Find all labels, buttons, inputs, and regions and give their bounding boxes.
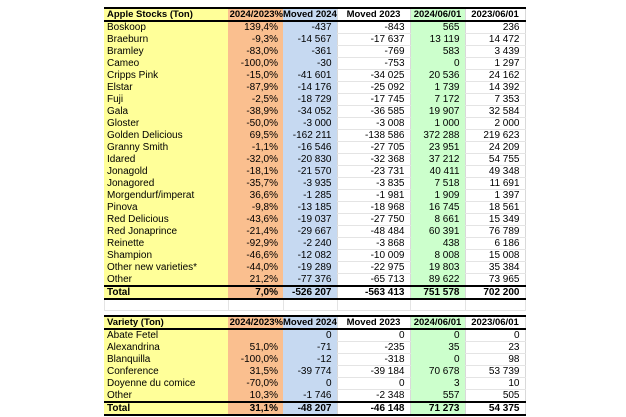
value-cell[interactable]: 0 xyxy=(337,329,410,342)
table-row xyxy=(104,366,525,378)
value-cell[interactable]: 60 391 xyxy=(410,226,465,238)
value-cell[interactable]: -36 585 xyxy=(337,106,410,118)
table-row xyxy=(104,58,525,70)
value-cell[interactable]: -27 750 xyxy=(337,214,410,226)
value-cell[interactable]: 16 745 xyxy=(410,202,465,214)
value-cell[interactable]: -14 567 xyxy=(283,34,337,46)
value-cell[interactable]: -17 637 xyxy=(337,34,410,46)
value-cell[interactable]: 23 xyxy=(465,342,525,354)
value-cell[interactable]: 31,5% xyxy=(228,366,283,378)
value-cell[interactable]: -563 413 xyxy=(337,286,410,299)
apple-stocks-table xyxy=(104,7,526,300)
value-cell[interactable]: -526 207 xyxy=(283,286,337,299)
value-cell[interactable]: 89 622 xyxy=(410,274,465,287)
row-name-cell[interactable]: Cripps Pink xyxy=(104,70,228,82)
value-cell[interactable]: 0 xyxy=(410,329,465,342)
value-cell[interactable]: 2 000 xyxy=(465,118,525,130)
value-cell[interactable]: -318 xyxy=(337,354,410,366)
table-row xyxy=(104,46,525,58)
value-cell[interactable]: 14 392 xyxy=(465,82,525,94)
apple-stocks-table-title[interactable]: Apple Stocks (Ton) xyxy=(104,8,228,21)
value-cell[interactable]: -3 935 xyxy=(283,178,337,190)
value-cell[interactable]: -18,1% xyxy=(228,166,283,178)
value-cell[interactable]: -14 176 xyxy=(283,82,337,94)
empty-cell[interactable] xyxy=(229,300,284,311)
empty-cell[interactable] xyxy=(338,300,411,311)
value-cell[interactable]: 10 xyxy=(465,378,525,390)
value-cell[interactable]: -18 729 xyxy=(283,94,337,106)
value-cell[interactable]: 32 584 xyxy=(465,106,525,118)
value-cell[interactable] xyxy=(228,329,283,342)
row-name-cell[interactable]: Doyenne du comice xyxy=(104,378,228,390)
value-cell[interactable]: 54 755 xyxy=(465,154,525,166)
row-name-cell[interactable]: Gloster xyxy=(104,118,228,130)
column-header-moved-2024[interactable]: Moved 2024 xyxy=(283,9,337,20)
value-cell[interactable]: 3 439 xyxy=(465,46,525,58)
value-cell[interactable]: -361 xyxy=(283,46,337,58)
table-row xyxy=(104,202,525,214)
table-row xyxy=(104,329,525,342)
value-cell[interactable]: -20 830 xyxy=(283,154,337,166)
value-cell[interactable]: 10,3% xyxy=(228,390,283,403)
column-header-2024-06-01[interactable]: 2024/06/01 xyxy=(410,316,465,329)
value-cell[interactable]: 21,2% xyxy=(228,274,283,287)
value-cell[interactable]: 35 384 xyxy=(465,262,525,274)
value-cell[interactable]: 6 186 xyxy=(465,238,525,250)
value-cell[interactable]: -22 975 xyxy=(337,262,410,274)
table-row xyxy=(104,130,525,142)
table-row xyxy=(104,250,525,262)
row-name-cell[interactable]: Red Jonaprince xyxy=(104,226,228,238)
column-header-pct-2024-2023[interactable]: 2024/2023% xyxy=(229,9,283,20)
value-cell[interactable]: 1 909 xyxy=(410,190,465,202)
empty-cell[interactable] xyxy=(466,300,526,311)
value-cell[interactable]: -77 376 xyxy=(283,274,337,287)
variety-body xyxy=(104,329,525,415)
value-cell[interactable]: -46,6% xyxy=(228,250,283,262)
row-name-cell[interactable]: Granny Smith xyxy=(104,142,228,154)
value-cell[interactable]: -1 746 xyxy=(283,390,337,403)
row-name-cell[interactable]: Morgendurf/imperat xyxy=(104,190,228,202)
value-cell[interactable]: -100,0% xyxy=(228,58,283,70)
row-name-cell[interactable]: Alexandrina xyxy=(104,342,228,354)
value-cell[interactable]: 1 397 xyxy=(465,190,525,202)
row-name-cell[interactable]: Abate Fetel xyxy=(104,329,228,342)
variety-header-row xyxy=(104,316,525,329)
value-cell[interactable]: -44,0% xyxy=(228,262,283,274)
value-cell[interactable]: 438 xyxy=(410,238,465,250)
value-cell[interactable]: -21 570 xyxy=(283,166,337,178)
spreadsheet xyxy=(104,7,526,416)
value-cell[interactable]: 139,4% xyxy=(228,21,283,34)
value-cell[interactable]: 49 348 xyxy=(465,166,525,178)
row-name-cell[interactable]: Other xyxy=(104,390,228,403)
value-cell[interactable]: -87,9% xyxy=(228,82,283,94)
column-header-2023-06-01[interactable]: 2023/06/01 xyxy=(465,8,525,21)
value-cell[interactable]: -769 xyxy=(337,46,410,58)
value-cell[interactable]: 14 472 xyxy=(465,34,525,46)
value-cell[interactable]: -34 052 xyxy=(283,106,337,118)
value-cell[interactable]: -27 705 xyxy=(337,142,410,154)
table-row xyxy=(104,34,525,46)
table-row xyxy=(104,82,525,94)
row-name-cell[interactable]: Fuji xyxy=(104,94,228,106)
value-cell[interactable]: 15 008 xyxy=(465,250,525,262)
value-cell[interactable]: -41 601 xyxy=(283,70,337,82)
value-cell[interactable]: -43,6% xyxy=(228,214,283,226)
value-cell[interactable]: -92,9% xyxy=(228,238,283,250)
value-cell[interactable]: -12 xyxy=(283,354,337,366)
value-cell[interactable]: 31,1% xyxy=(228,402,283,415)
value-cell[interactable]: 583 xyxy=(410,46,465,58)
column-header-moved-2024[interactable]: Moved 2024 xyxy=(283,317,337,328)
value-cell[interactable]: 0 xyxy=(283,329,337,342)
row-name-cell[interactable]: Elstar xyxy=(104,82,228,94)
value-cell[interactable]: 19 907 xyxy=(410,106,465,118)
value-cell[interactable]: -753 xyxy=(337,58,410,70)
value-cell[interactable]: -65 713 xyxy=(337,274,410,287)
value-cell[interactable]: 8 661 xyxy=(410,214,465,226)
row-name-cell[interactable]: Reinette xyxy=(104,238,228,250)
value-cell[interactable]: 69,5% xyxy=(228,130,283,142)
row-name-cell[interactable]: Shampion xyxy=(104,250,228,262)
table-row xyxy=(104,70,525,82)
table-row xyxy=(104,178,525,190)
value-cell[interactable]: -2,5% xyxy=(228,94,283,106)
value-cell[interactable]: -32,0% xyxy=(228,154,283,166)
value-cell[interactable]: -100,0% xyxy=(228,354,283,366)
value-cell[interactable]: 35 xyxy=(410,342,465,354)
value-cell[interactable]: -1 981 xyxy=(337,190,410,202)
value-cell[interactable]: 36,6% xyxy=(228,190,283,202)
empty-cell[interactable] xyxy=(284,300,338,311)
row-name-cell[interactable]: Jonagold xyxy=(104,166,228,178)
value-cell[interactable]: -70,0% xyxy=(228,378,283,390)
value-cell[interactable]: 98 xyxy=(465,354,525,366)
value-cell[interactable]: 1 739 xyxy=(410,82,465,94)
value-cell[interactable]: -437 xyxy=(283,21,337,34)
table-row xyxy=(104,154,525,166)
value-cell[interactable]: 372 288 xyxy=(410,130,465,142)
table-row xyxy=(104,226,525,238)
value-cell[interactable]: 54 375 xyxy=(465,402,525,415)
value-cell[interactable]: -10 009 xyxy=(337,250,410,262)
table-row xyxy=(104,214,525,226)
value-cell[interactable]: -2 348 xyxy=(337,390,410,403)
value-cell[interactable]: 7 172 xyxy=(410,94,465,106)
value-cell[interactable]: -32 368 xyxy=(337,154,410,166)
total-row xyxy=(104,286,525,299)
value-cell[interactable]: 0 xyxy=(465,329,525,342)
value-cell[interactable]: -30 xyxy=(283,58,337,70)
value-cell[interactable]: 73 965 xyxy=(465,274,525,287)
value-cell[interactable]: 1 297 xyxy=(465,58,525,70)
value-cell[interactable]: -1 285 xyxy=(283,190,337,202)
value-cell[interactable]: -21,4% xyxy=(228,226,283,238)
row-name-cell[interactable]: Golden Delicious xyxy=(104,130,228,142)
value-cell[interactable]: 11 691 xyxy=(465,178,525,190)
value-cell[interactable]: -13 185 xyxy=(283,202,337,214)
value-cell[interactable]: -19 289 xyxy=(283,262,337,274)
value-cell[interactable]: 7 518 xyxy=(410,178,465,190)
value-cell[interactable]: 236 xyxy=(465,21,525,34)
value-cell[interactable]: -843 xyxy=(337,21,410,34)
value-cell[interactable]: 8 008 xyxy=(410,250,465,262)
value-cell[interactable]: 53 739 xyxy=(465,366,525,378)
value-cell[interactable]: 76 789 xyxy=(465,226,525,238)
value-cell[interactable]: 0 xyxy=(410,354,465,366)
row-name-cell[interactable]: Idared xyxy=(104,154,228,166)
row-name-cell[interactable]: Braeburn xyxy=(104,34,228,46)
row-name-cell[interactable]: Other xyxy=(104,274,228,287)
value-cell[interactable]: -18 968 xyxy=(337,202,410,214)
value-cell[interactable]: -1,1% xyxy=(228,142,283,154)
value-cell[interactable]: 51,0% xyxy=(228,342,283,354)
value-cell[interactable]: 37 212 xyxy=(410,154,465,166)
value-cell[interactable]: 18 561 xyxy=(465,202,525,214)
value-cell[interactable]: -3 000 xyxy=(283,118,337,130)
value-cell[interactable]: 702 200 xyxy=(465,286,525,299)
value-cell[interactable]: -3 008 xyxy=(337,118,410,130)
value-cell[interactable]: 751 578 xyxy=(410,286,465,299)
row-name-cell[interactable]: Gala xyxy=(104,106,228,118)
table-row xyxy=(104,94,525,106)
value-cell[interactable]: -138 586 xyxy=(337,130,410,142)
row-name-cell[interactable]: Red Delicious xyxy=(104,214,228,226)
total-label-cell[interactable]: Total xyxy=(104,286,228,299)
table-row xyxy=(104,342,525,354)
value-cell[interactable]: -3 868 xyxy=(337,238,410,250)
table-row xyxy=(104,21,525,34)
variety-table xyxy=(104,315,526,416)
variety-table-title[interactable]: Variety (Ton) xyxy=(104,316,228,329)
row-name-cell[interactable]: Conference xyxy=(104,366,228,378)
column-header-moved-2023[interactable]: Moved 2023 xyxy=(337,8,410,21)
value-cell[interactable]: -48 484 xyxy=(337,226,410,238)
value-cell[interactable]: -235 xyxy=(337,342,410,354)
table-row xyxy=(104,354,525,366)
row-name-cell[interactable]: Boskoop xyxy=(104,21,228,34)
value-cell[interactable]: 19 803 xyxy=(410,262,465,274)
value-cell[interactable]: -17 745 xyxy=(337,94,410,106)
value-cell[interactable]: 24 209 xyxy=(465,142,525,154)
row-name-cell[interactable]: Cameo xyxy=(104,58,228,70)
value-cell[interactable]: -29 667 xyxy=(283,226,337,238)
value-cell[interactable]: -71 xyxy=(283,342,337,354)
value-cell[interactable]: 0 xyxy=(283,378,337,390)
apple-stocks-header-row xyxy=(104,8,525,21)
value-cell[interactable]: 3 xyxy=(410,378,465,390)
value-cell[interactable]: -48 207 xyxy=(283,402,337,415)
value-cell[interactable]: -23 731 xyxy=(337,166,410,178)
value-cell[interactable]: -162 211 xyxy=(283,130,337,142)
value-cell[interactable]: 7 353 xyxy=(465,94,525,106)
value-cell[interactable]: 15 349 xyxy=(465,214,525,226)
value-cell[interactable]: 23 951 xyxy=(410,142,465,154)
value-cell[interactable]: 13 119 xyxy=(410,34,465,46)
value-cell[interactable]: -50,0% xyxy=(228,118,283,130)
value-cell[interactable]: -3 835 xyxy=(337,178,410,190)
table-row xyxy=(104,118,525,130)
value-cell[interactable]: -34 025 xyxy=(337,70,410,82)
value-cell[interactable]: -2 240 xyxy=(283,238,337,250)
table-row xyxy=(104,190,525,202)
value-cell[interactable]: 20 536 xyxy=(410,70,465,82)
value-cell[interactable]: 505 xyxy=(465,390,525,403)
column-header-moved-2023[interactable]: Moved 2023 xyxy=(337,316,410,329)
value-cell[interactable]: -25 092 xyxy=(337,82,410,94)
empty-row xyxy=(105,300,526,311)
column-header-2023-06-01[interactable]: 2023/06/01 xyxy=(465,316,525,329)
apple-stocks-body xyxy=(104,21,525,299)
row-name-cell[interactable]: Jonagored xyxy=(104,178,228,190)
row-name-cell[interactable]: Other new varieties* xyxy=(104,262,228,274)
value-cell[interactable]: 40 411 xyxy=(410,166,465,178)
value-cell[interactable]: -83,0% xyxy=(228,46,283,58)
value-cell[interactable]: 219 623 xyxy=(465,130,525,142)
total-label-cell[interactable]: Total xyxy=(104,402,228,415)
value-cell[interactable]: 565 xyxy=(410,21,465,34)
value-cell[interactable]: -39 184 xyxy=(337,366,410,378)
value-cell[interactable]: 24 162 xyxy=(465,70,525,82)
value-cell[interactable]: 7,0% xyxy=(228,286,283,299)
value-cell[interactable]: -39 774 xyxy=(283,366,337,378)
value-cell[interactable]: -19 037 xyxy=(283,214,337,226)
value-cell[interactable]: 1 000 xyxy=(410,118,465,130)
value-cell[interactable]: -9,3% xyxy=(228,34,283,46)
value-cell[interactable]: -38,9% xyxy=(228,106,283,118)
table-row xyxy=(104,238,525,250)
empty-cell[interactable] xyxy=(411,300,466,311)
table-row xyxy=(104,390,525,403)
row-name-cell[interactable]: Bramley xyxy=(104,46,228,58)
value-cell[interactable]: -16 546 xyxy=(283,142,337,154)
value-cell[interactable]: -12 082 xyxy=(283,250,337,262)
value-cell[interactable]: 70 678 xyxy=(410,366,465,378)
empty-gap-row xyxy=(104,300,526,311)
column-header-2024-06-01[interactable]: 2024/06/01 xyxy=(410,8,465,21)
row-name-cell[interactable]: Blanquilla xyxy=(104,354,228,366)
total-row xyxy=(104,402,525,415)
empty-cell[interactable] xyxy=(105,300,229,311)
value-cell[interactable]: -46 148 xyxy=(337,402,410,415)
table-row xyxy=(104,262,525,274)
table-row xyxy=(104,166,525,178)
value-cell[interactable]: 71 273 xyxy=(410,402,465,415)
table-row xyxy=(104,142,525,154)
value-cell[interactable]: -9,8% xyxy=(228,202,283,214)
value-cell[interactable]: 557 xyxy=(410,390,465,403)
table-row xyxy=(104,274,525,287)
row-name-cell[interactable]: Pinova xyxy=(104,202,228,214)
table-row xyxy=(104,106,525,118)
column-header-pct-2024-2023[interactable]: 2024/2023% xyxy=(229,317,283,328)
value-cell[interactable]: -15,0% xyxy=(228,70,283,82)
table-row xyxy=(104,378,525,390)
value-cell[interactable]: 0 xyxy=(410,58,465,70)
value-cell[interactable]: 0 xyxy=(337,378,410,390)
value-cell[interactable]: -35,7% xyxy=(228,178,283,190)
